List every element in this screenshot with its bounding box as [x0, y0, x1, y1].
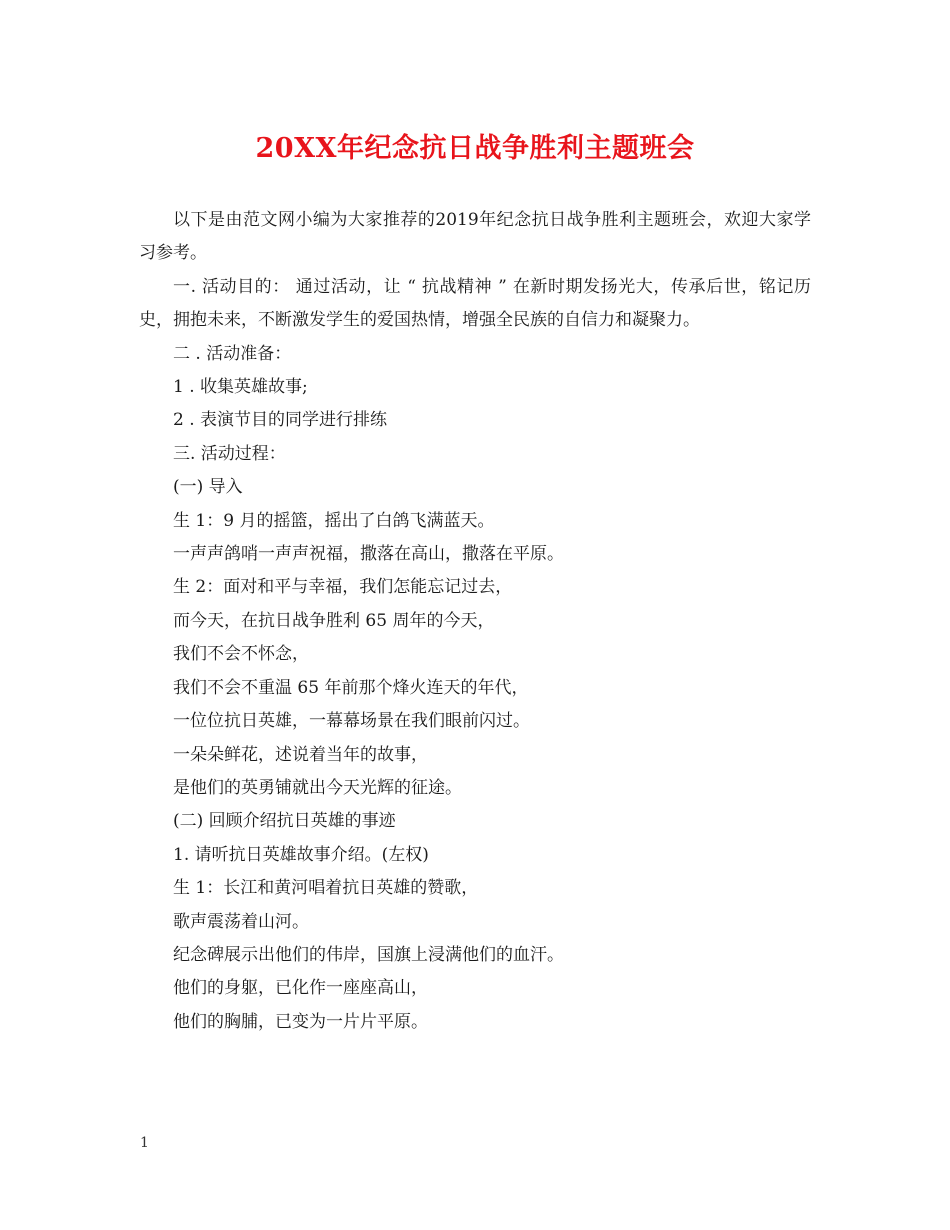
- text-line: 2 . 表演节目的同学进行排练: [173, 410, 388, 431]
- page-number: 1: [140, 1135, 149, 1151]
- text-line: 生 2：面对和平与幸福，我们怎能忘记过去，: [173, 577, 513, 598]
- intro-paragraph: 以下是由范文网小编为大家推荐的2019年纪念抗日战争胜利主题班会，欢迎大家学习参考。: [139, 210, 811, 264]
- text-line: 我们不会不重温 65 年前那个烽火连天的年代，: [173, 677, 529, 698]
- text-line: 生 1：9 月的摇篮，摇出了白鸽飞满蓝天。: [173, 510, 495, 531]
- text-line: 生 1：长江和黄河唱着抗日英雄的赞歌，: [173, 878, 479, 899]
- text-line: 一位位抗日英雄，一幕幕场景在我们眼前闪过。: [173, 711, 530, 732]
- text-line: 三. 活动过程：: [173, 443, 286, 464]
- text-line: 1. 请听抗日英雄故事介绍。(左权): [173, 844, 429, 865]
- text-line: 二 . 活动准备：: [173, 343, 292, 364]
- section-purpose-paragraph: 一. 活动目的： 通过活动，让 “ 抗战精神 ” 在新时期发扬光大，传承后世，铭记历史，拥抱未来，不断激发学生的爱国热情，增强全民族的自信力和凝聚力。: [139, 276, 811, 331]
- text-line: 是他们的英勇铺就出今天光辉的征途。: [173, 777, 462, 798]
- document-body: [139, 204, 811, 1039]
- text-line: 歌声震荡着山河。: [173, 911, 309, 932]
- text-line: 一朵朵鲜花，述说着当年的故事，: [173, 744, 428, 765]
- text-line: 我们不会不怀念，: [173, 644, 309, 665]
- text-line: (一) 导入: [173, 477, 243, 498]
- text-line: 而今天，在抗日战争胜利 65 周年的今天，: [173, 610, 495, 631]
- text-line: 一声声鸽哨一声声祝福，撒落在高山，撒落在平原。: [173, 544, 564, 565]
- text-line: 他们的胸脯，已变为一片片平原。: [173, 1011, 428, 1032]
- text-line: 1 . 收集英雄故事;: [173, 377, 308, 398]
- text-line: (二) 回顾介绍抗日英雄的事迹: [173, 811, 396, 832]
- document-title: 20XX年纪念抗日战争胜利主题班会: [255, 133, 695, 164]
- text-line: 纪念碑展示出他们的伟岸，国旗上浸满他们的血汗。: [173, 944, 564, 965]
- text-line: 他们的身躯，已化作一座座高山，: [173, 978, 428, 999]
